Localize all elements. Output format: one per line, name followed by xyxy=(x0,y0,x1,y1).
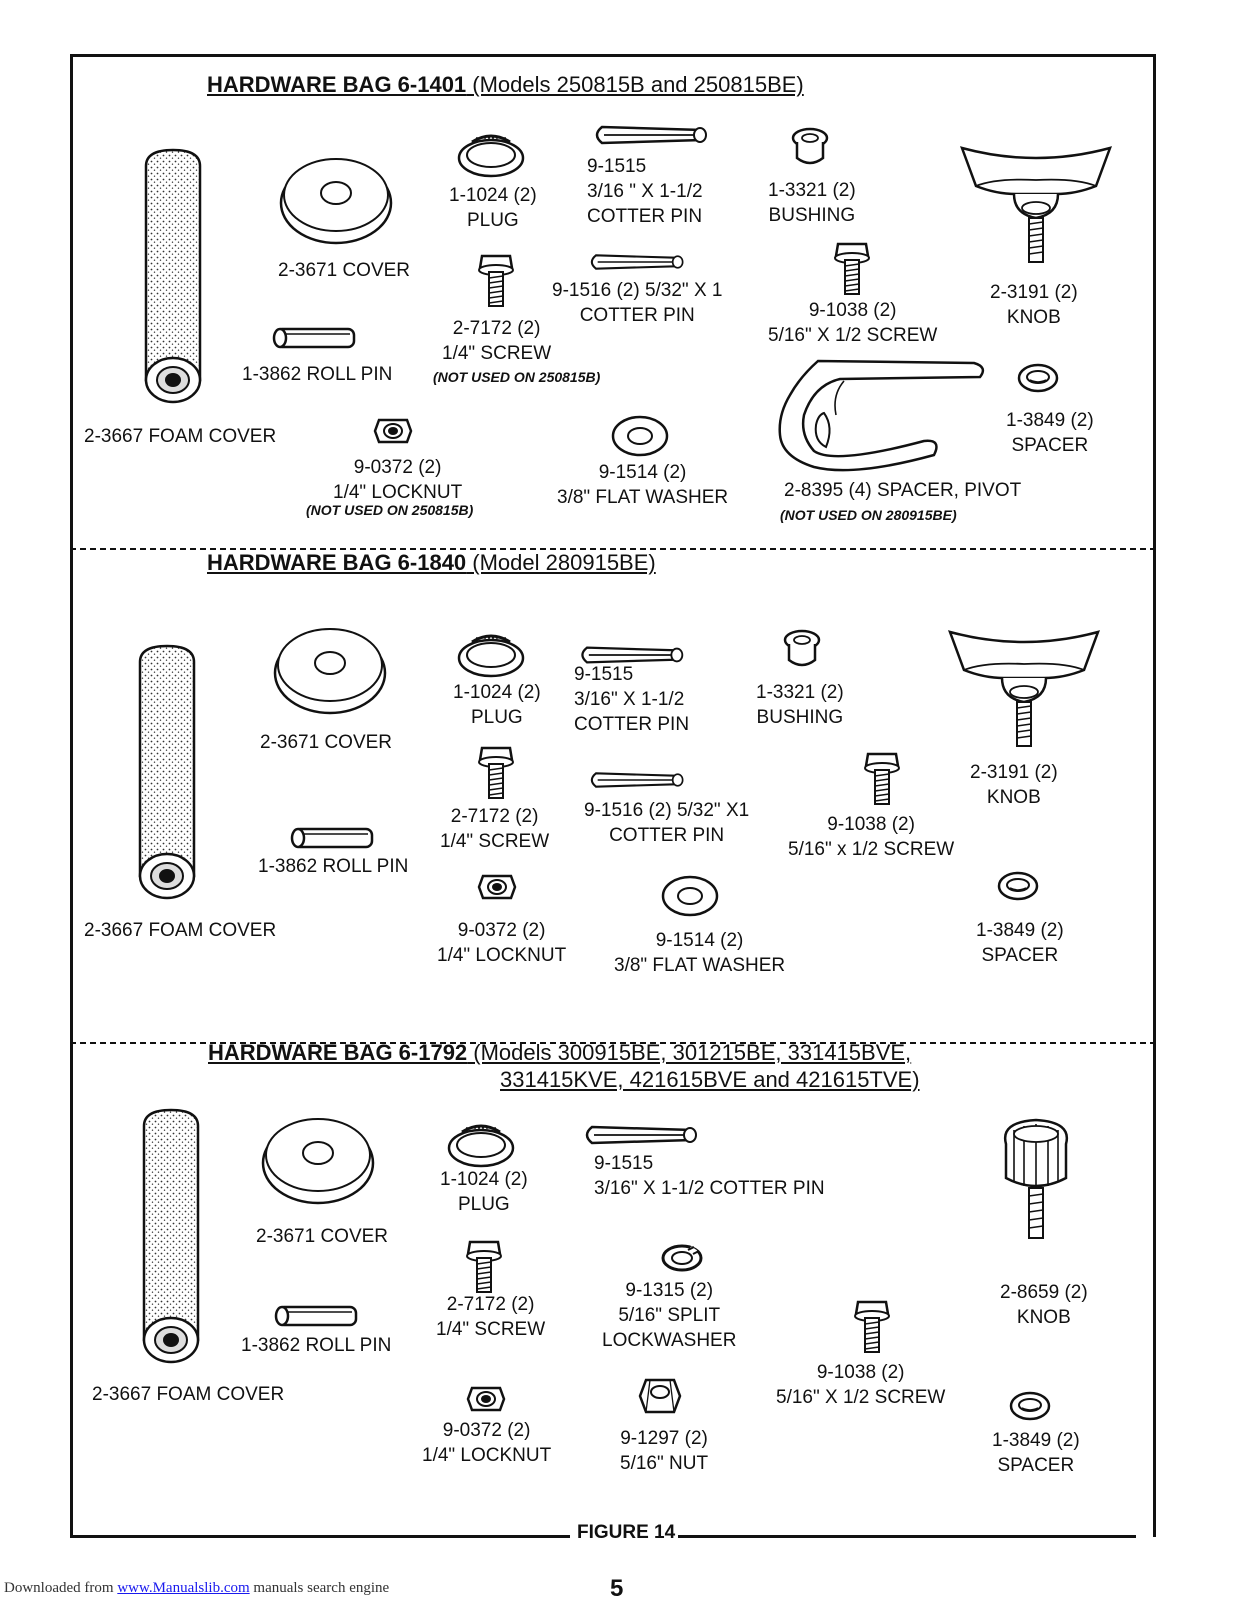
bushing-icon xyxy=(790,126,830,170)
foam-cover-icon xyxy=(136,1108,206,1368)
section-title: HARDWARE BAG 6-1840 (Model 280915BE) xyxy=(207,550,656,575)
part-label: 9-1514 (2) 3/8" FLAT WASHER xyxy=(557,462,729,508)
cover-icon xyxy=(258,1108,378,1208)
cotter-pin-icon xyxy=(590,124,710,146)
part-label: 9-1038 (2) 5/16" X 1/2 SCREW xyxy=(768,300,938,346)
flat-washer-icon xyxy=(610,414,670,458)
part-label: 2-3191 (2) KNOB xyxy=(970,762,1058,808)
part-label: 9-1038 (2) 5/16" X 1/2 SCREW xyxy=(776,1362,946,1408)
plug-icon xyxy=(456,628,526,678)
roll-pin-icon xyxy=(272,1304,362,1328)
part-label: 9-1297 (2) 5/16" NUT xyxy=(620,1428,709,1474)
cover-icon xyxy=(270,618,390,718)
section-title: HARDWARE BAG 6-1401 (Models 250815B and 250815BE) xyxy=(207,72,804,97)
part-label: 9-1514 (2) 3/8" FLAT WASHER xyxy=(614,930,786,976)
part-label: 9-1515 3/16" X 1-1/2 COTTER PIN xyxy=(574,664,690,735)
part-label: 9-0372 (2) 1/4" LOCKNUT xyxy=(333,457,463,503)
part-label: 1-3849 (2) SPACER xyxy=(1006,410,1094,456)
part-label: 1-3862 ROLL PIN xyxy=(258,856,409,877)
plug-icon xyxy=(456,128,526,178)
part-label: 1-3849 (2) SPACER xyxy=(976,920,1064,966)
cotter-pin-icon xyxy=(586,252,686,272)
part-label: 2-7172 (2) 1/4" SCREW xyxy=(442,318,552,364)
figure-bottom-line-right xyxy=(678,1535,1136,1538)
roll-pin-icon xyxy=(288,826,378,850)
spacer-icon xyxy=(1016,362,1060,394)
section-title-continued: 331415KVE, 421615BVE and 421615TVE) xyxy=(500,1067,920,1092)
cover-icon xyxy=(276,148,396,248)
spacer-icon xyxy=(1008,1390,1052,1422)
foam-cover-icon xyxy=(132,644,202,904)
part-label: 2-3667 FOAM COVER xyxy=(92,1384,285,1405)
screw-icon xyxy=(476,250,516,310)
part-label: 1-3321 (2) BUSHING xyxy=(768,180,856,226)
screw-icon xyxy=(852,1296,892,1356)
part-label: 9-1516 (2) 5/32" X1 COTTER PIN xyxy=(584,800,750,846)
part-label: 2-8659 (2) KNOB xyxy=(1000,1282,1088,1328)
part-label: 9-1516 (2) 5/32" X 1 COTTER PIN xyxy=(552,280,723,326)
part-label: 2-8395 (4) SPACER, PIVOT xyxy=(784,480,1022,501)
locknut-icon xyxy=(466,1382,506,1416)
page-number: 5 xyxy=(610,1575,624,1602)
part-note: (NOT USED ON 280915BE) xyxy=(780,507,957,523)
part-label: 9-1315 (2) 5/16" SPLIT LOCKWASHER xyxy=(602,1280,737,1351)
nut-icon xyxy=(638,1376,682,1416)
part-label: 1-3849 (2) SPACER xyxy=(992,1430,1080,1476)
part-label: 9-1038 (2) 5/16" x 1/2 SCREW xyxy=(788,814,955,860)
foam-cover-icon xyxy=(138,148,208,408)
footer-suffix: manuals search engine xyxy=(249,1580,390,1596)
part-label: 2-3191 (2) KNOB xyxy=(990,282,1078,328)
part-label: 1-3862 ROLL PIN xyxy=(241,1335,392,1356)
part-label: 2-3671 COVER xyxy=(278,260,411,281)
part-label: 9-0372 (2) 1/4" LOCKNUT xyxy=(437,920,567,966)
part-label: 2-7172 (2) 1/4" SCREW xyxy=(436,1294,546,1340)
download-footer xyxy=(4,1580,389,1597)
cotter-pin-icon xyxy=(586,770,686,790)
screw-icon xyxy=(862,748,902,808)
knob-icon xyxy=(956,138,1116,268)
locknut-icon xyxy=(477,870,517,904)
footer-prefix: Downloaded from xyxy=(4,1580,118,1596)
cotter-pin-icon xyxy=(580,1124,700,1146)
part-label: 2-3671 COVER xyxy=(260,732,393,753)
part-label: 9-1515 3/16 " X 1-1/2 COTTER PIN xyxy=(587,156,703,227)
figure-label: FIGURE 14 xyxy=(577,1522,676,1543)
screw-icon xyxy=(464,1236,504,1296)
figure-bottom-line-left xyxy=(70,1535,570,1538)
part-label: 1-1024 (2) PLUG xyxy=(449,185,537,231)
plug-icon xyxy=(446,1118,516,1168)
roll-pin-icon xyxy=(270,326,360,350)
part-label: 1-3862 ROLL PIN xyxy=(242,364,393,385)
screw-icon xyxy=(832,238,872,298)
part-label: 2-7172 (2) 1/4" SCREW xyxy=(440,806,550,852)
part-label: 2-3667 FOAM COVER xyxy=(84,920,277,941)
spacer-icon xyxy=(996,870,1040,902)
knob-icon xyxy=(996,1114,1076,1244)
locknut-icon xyxy=(373,414,413,448)
part-label: 2-3671 COVER xyxy=(256,1226,389,1247)
part-label: 9-0372 (2) 1/4" LOCKNUT xyxy=(422,1420,552,1466)
part-note: (NOT USED ON 250815B) xyxy=(306,502,474,518)
part-label: 1-3321 (2) BUSHING xyxy=(756,682,844,728)
manualslib-link[interactable]: www.Manualslib.com xyxy=(117,1580,250,1596)
bushing-icon xyxy=(782,628,822,672)
knob-icon xyxy=(944,622,1104,752)
section-title: HARDWARE BAG 6-1792 (Models 300915BE, 301215BE, 331415BVE, xyxy=(208,1040,912,1065)
lockwasher-icon xyxy=(660,1242,704,1274)
screw-icon xyxy=(476,742,516,802)
part-label: 1-1024 (2) PLUG xyxy=(440,1169,528,1215)
part-note: (NOT USED ON 250815B) xyxy=(433,369,601,385)
part-label: 2-3667 FOAM COVER xyxy=(84,426,277,447)
part-label: 9-1515 3/16" X 1-1/2 COTTER PIN xyxy=(594,1153,825,1199)
flat-washer-icon xyxy=(660,874,720,918)
pivot-spacer-icon xyxy=(774,355,994,475)
part-label: 1-1024 (2) PLUG xyxy=(453,682,541,728)
